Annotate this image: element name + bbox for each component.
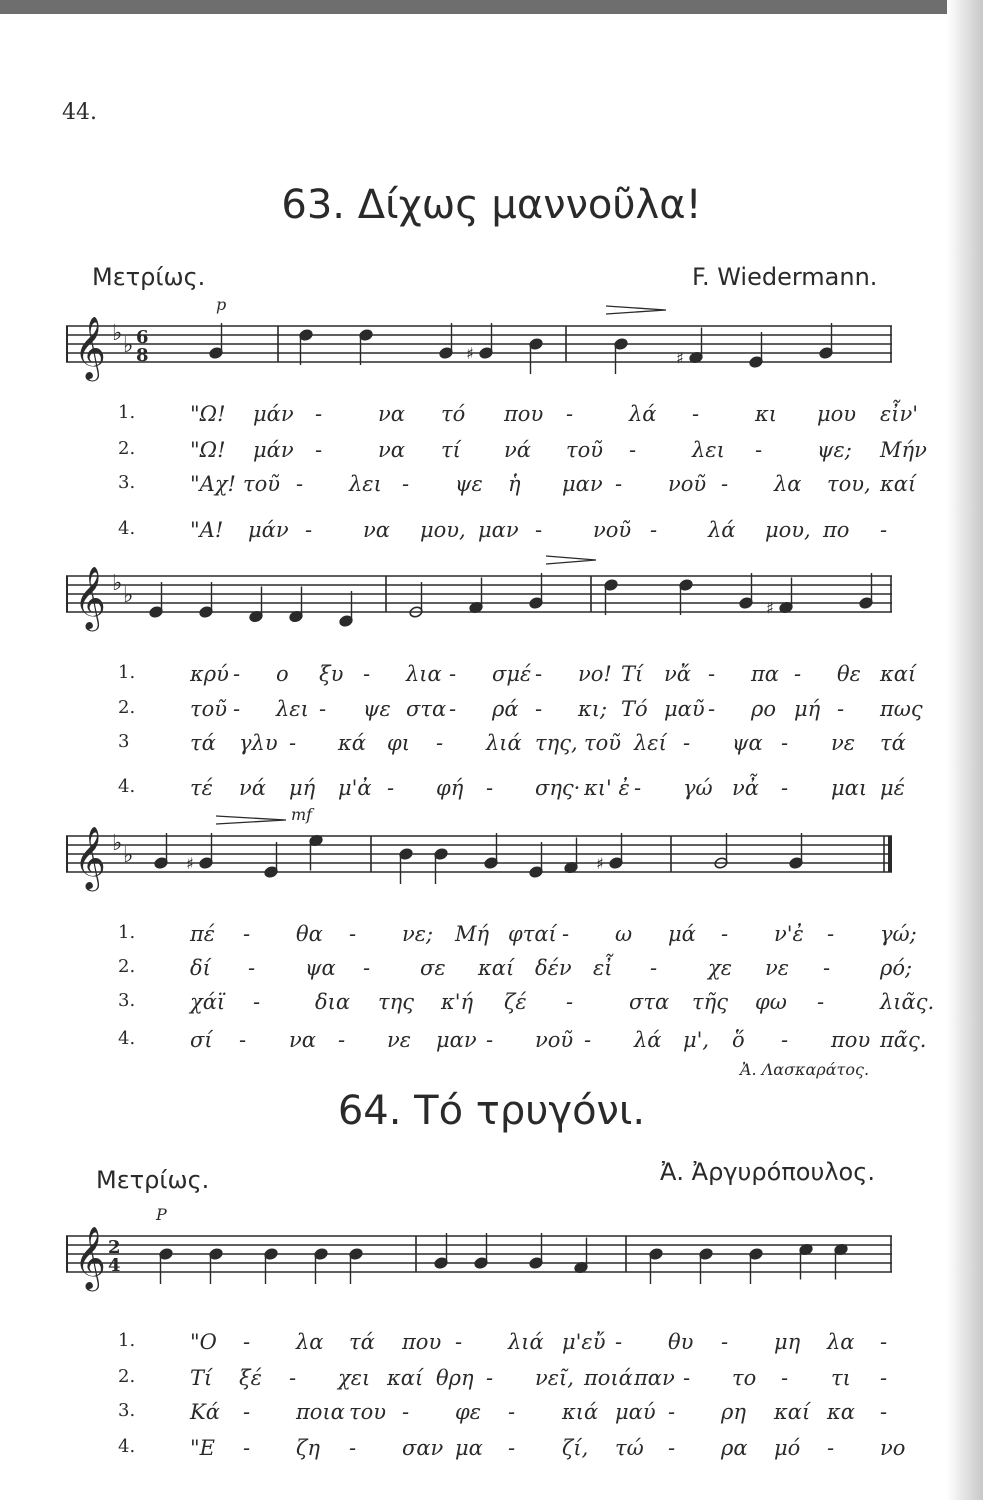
syllable-hyphen: -: [535, 662, 543, 686]
lyric-syllable: "Ο: [190, 1330, 217, 1354]
lyric-syllable: σί: [190, 1028, 213, 1052]
verse-number: 1.: [118, 402, 136, 423]
flat-sign-icon: ♭: [112, 831, 123, 856]
lyric-syllable: τώ: [615, 1436, 644, 1460]
lyric-syllable: να: [363, 518, 390, 542]
lyric-syllable: να: [378, 402, 405, 426]
lyric-syllable: μή: [794, 697, 821, 721]
syllable-hyphen: -: [668, 1400, 676, 1424]
lyric-syllable: νε: [765, 956, 790, 980]
lyric-syllable: που: [504, 402, 544, 426]
verse-number: 2.: [118, 697, 136, 718]
song-63-lyric-line: [0, 922, 983, 956]
lyric-syllable: της,: [535, 731, 578, 755]
syllable-hyphen: -: [349, 1436, 357, 1460]
syllable-hyphen: -: [289, 1366, 297, 1390]
lyric-syllable: ρο: [751, 697, 776, 721]
syllable-hyphen: -: [243, 1436, 251, 1460]
lyric-syllable: τί: [441, 438, 461, 462]
song-63-composer: F. Wiedermann.: [692, 263, 878, 291]
song-64-lyric-line: [0, 1436, 983, 1470]
lyric-syllable: δί: [190, 956, 211, 980]
lyric-syllable: νο: [880, 1436, 906, 1460]
sharp-sign-icon: ♯: [676, 348, 684, 368]
lyric-syllable: ρα: [721, 1436, 748, 1460]
lyric-syllable: Μήν: [880, 438, 927, 462]
lyric-syllable: χει: [338, 1366, 371, 1390]
song-63-staff-3: [66, 805, 892, 892]
lyric-syllable: δέν: [535, 956, 572, 980]
lyric-syllable: μά: [668, 922, 696, 946]
syllable-hyphen: -: [436, 731, 444, 755]
staff-lines: [66, 326, 892, 362]
song-64-staff-1: [66, 1205, 892, 1292]
lyric-syllable: το: [732, 1366, 757, 1390]
lyric-syllable: τά: [349, 1330, 375, 1354]
song-63-staff-1: [66, 295, 892, 382]
syllable-hyphen: -: [880, 518, 888, 542]
syllable-hyphen: -: [615, 1330, 623, 1354]
lyric-syllable: νοῦ: [593, 518, 632, 542]
lyric-syllable: κι;: [578, 697, 608, 721]
lyric-syllable: κά: [338, 731, 366, 755]
lyric-syllable: κα: [827, 1400, 855, 1424]
syllable-hyphen: -: [880, 1400, 888, 1424]
syllable-hyphen: -: [253, 990, 261, 1014]
dynamic-mark: mf: [291, 805, 313, 824]
lyric-syllable: φε: [455, 1400, 481, 1424]
song-63-lyric-line: [0, 697, 983, 731]
syllable-hyphen: -: [455, 1330, 463, 1354]
syllable-hyphen: -: [708, 662, 716, 686]
syllable-hyphen: -: [721, 1330, 729, 1354]
lyric-syllable: πέ: [190, 922, 216, 946]
syllable-hyphen: -: [668, 1436, 676, 1460]
lyric-syllable: εἶ: [593, 956, 613, 980]
treble-clef-icon: 𝄞: [74, 1226, 106, 1289]
syllable-hyphen: -: [239, 1028, 247, 1052]
lyric-syllable: ξυ: [319, 662, 344, 686]
lyric-syllable: λα: [296, 1330, 324, 1354]
syllable-hyphen: -: [781, 1028, 789, 1052]
syllable-hyphen: -: [880, 1330, 888, 1354]
lyric-syllable: να: [378, 438, 405, 462]
lyric-syllable: λεί: [634, 731, 667, 755]
syllable-hyphen: -: [880, 1366, 888, 1390]
treble-clef-icon: 𝄞: [74, 316, 106, 379]
syllable-hyphen: -: [243, 1330, 251, 1354]
lyric-syllable: ρό;: [880, 956, 913, 980]
syllable-hyphen: -: [827, 922, 835, 946]
syllable-hyphen: -: [566, 402, 574, 426]
lyric-syllable: νοῦ: [668, 472, 707, 496]
syllable-hyphen: -: [650, 518, 658, 542]
syllable-hyphen: -: [338, 1028, 346, 1052]
song-63-lyric-line: [0, 731, 983, 765]
syllable-hyphen: -: [305, 518, 313, 542]
lyric-syllable: νο!: [578, 662, 612, 686]
lyric-syllable: μέ: [880, 776, 905, 800]
lyric-syllable: φι: [387, 731, 410, 755]
lyric-syllable: λει: [276, 697, 309, 721]
lyric-syllable: νοῦ: [535, 1028, 574, 1052]
lyric-syllable: μή: [289, 776, 316, 800]
lyric-syllable: σαν: [402, 1436, 444, 1460]
lyric-syllable: μαύ: [615, 1400, 656, 1424]
lyric-syllable: χάϊ: [190, 990, 226, 1014]
verse-number: 4.: [118, 1436, 136, 1457]
lyric-syllable: καί: [880, 472, 917, 496]
lyric-syllable: μό: [774, 1436, 801, 1460]
sharp-sign-icon: ♯: [466, 344, 474, 363]
lyric-syllable: ψα: [305, 956, 336, 980]
song-63-title: 63. Δίχως μαννοῦλα!: [281, 182, 702, 228]
song-64-lyric-line: [0, 1400, 983, 1434]
lyric-syllable: τοῦ: [190, 697, 228, 721]
syllable-hyphen: -: [566, 990, 574, 1014]
lyric-syllable: ζέ: [504, 990, 527, 1014]
lyric-syllable: μα: [455, 1436, 483, 1460]
lyric-syllable: μου: [817, 402, 857, 426]
song-63-lyric-line: [0, 1028, 983, 1062]
lyric-syllable: μ'εὔ: [562, 1330, 606, 1354]
lyric-syllable: θυ: [668, 1330, 694, 1354]
lyric-syllable: μη: [774, 1330, 801, 1354]
song-64-tempo: Μετρίως.: [96, 1166, 210, 1194]
lyric-syllable: φταί: [508, 922, 557, 946]
lyric-syllable: νἆ: [732, 776, 759, 800]
lyric-syllable: ποιά: [584, 1366, 633, 1390]
lyric-syllable: νά: [239, 776, 266, 800]
syllable-hyphen: -: [319, 697, 327, 721]
lyric-syllable: καί: [880, 662, 917, 686]
syllable-hyphen: -: [692, 402, 700, 426]
song-63-lyric-line: [0, 990, 983, 1024]
lyric-syllable: τοῦ: [584, 731, 622, 755]
lyric-syllable: ν'ἐ: [774, 922, 804, 946]
lyric-syllable: "Ω!: [190, 402, 226, 426]
song-63-lyricist: Ἀ. Λασκαράτος.: [740, 1060, 870, 1079]
syllable-hyphen: -: [837, 697, 845, 721]
syllable-hyphen: -: [486, 776, 494, 800]
syllable-hyphen: -: [708, 697, 716, 721]
lyric-syllable: λά: [629, 402, 657, 426]
syllable-hyphen: -: [233, 697, 241, 721]
lyric-syllable: κ'ή: [441, 990, 474, 1014]
syllable-hyphen: -: [315, 438, 323, 462]
song-63-lyric-line: [0, 402, 983, 436]
flat-sign-icon: ♭: [112, 321, 123, 346]
syllable-hyphen: -: [486, 1366, 494, 1390]
hairpin: [606, 306, 666, 314]
lyric-syllable: πᾶς.: [880, 1028, 927, 1052]
lyric-syllable: πα: [751, 662, 779, 686]
lyric-syllable: νε: [387, 1028, 412, 1052]
verse-number: 3: [118, 731, 130, 752]
syllable-hyphen: -: [508, 1400, 516, 1424]
syllable-hyphen: -: [683, 1366, 691, 1390]
lyric-syllable: καί: [387, 1366, 424, 1390]
lyric-syllable: της: [378, 990, 414, 1014]
syllable-hyphen: -: [449, 697, 457, 721]
lyric-syllable: μ'ἀ: [338, 776, 372, 800]
time-signature-bottom: 4: [108, 1255, 121, 1276]
lyric-syllable: ρά: [492, 697, 519, 721]
syllable-hyphen: -: [535, 697, 543, 721]
syllable-hyphen: -: [721, 472, 729, 496]
lyric-syllable: μάν: [248, 518, 289, 542]
lyric-syllable: μαῦ: [664, 697, 705, 721]
lyric-syllable: παν: [634, 1366, 675, 1390]
syllable-hyphen: -: [289, 731, 297, 755]
verse-number: 2.: [118, 956, 136, 977]
song-64-composer: Ἀ. Ἀργυρόπουλος.: [660, 1158, 875, 1186]
lyric-syllable: μαν: [562, 472, 603, 496]
syllable-hyphen: -: [508, 1436, 516, 1460]
syllable-hyphen: -: [721, 922, 729, 946]
song-63-lyric-line: [0, 472, 983, 506]
syllable-hyphen: -: [817, 990, 825, 1014]
lyric-syllable: λά: [708, 518, 736, 542]
lyric-syllable: δια: [315, 990, 351, 1014]
syllable-hyphen: -: [363, 662, 371, 686]
lyric-syllable: ψε: [455, 472, 483, 496]
lyric-syllable: κρύ: [190, 662, 229, 686]
syllable-hyphen: -: [562, 922, 570, 946]
lyric-syllable: κι: [755, 402, 778, 426]
lyric-syllable: στα: [406, 697, 447, 721]
lyric-syllable: τοῦ: [243, 472, 281, 496]
syllable-hyphen: -: [243, 922, 251, 946]
lyric-syllable: ὅ: [732, 1028, 745, 1052]
flat-sign-icon: ♭: [123, 843, 134, 868]
lyric-syllable: Κά: [190, 1400, 220, 1424]
song-64-lyric-line: [0, 1366, 983, 1400]
sharp-sign-icon: ♯: [766, 598, 774, 618]
lyric-syllable: γώ: [683, 776, 713, 800]
lyric-syllable: τι: [831, 1366, 851, 1390]
song-63-lyric-line: [0, 518, 983, 552]
song-63-staff-2: [66, 562, 892, 632]
song-64-title: 64. Τό τρυγόνι.: [337, 1088, 646, 1134]
lyric-syllable: λει: [692, 438, 725, 462]
lyric-syllable: λά: [634, 1028, 662, 1052]
lyric-syllable: λιά: [508, 1330, 544, 1354]
syllable-hyphen: -: [781, 1366, 789, 1390]
verse-number: 4.: [118, 776, 136, 797]
lyric-syllable: που: [831, 1028, 871, 1052]
lyric-syllable: Μή: [455, 922, 490, 946]
syllable-hyphen: -: [402, 1400, 410, 1424]
syllable-hyphen: -: [315, 402, 323, 426]
lyric-syllable: ξέ: [239, 1366, 262, 1390]
verse-number: 4.: [118, 518, 136, 539]
lyric-syllable: ο: [276, 662, 289, 686]
lyric-syllable: "Ω!: [190, 438, 226, 462]
treble-clef-icon: 𝄞: [74, 826, 106, 889]
song-63-lyric-line: [0, 662, 983, 696]
syllable-hyphen: -: [402, 472, 410, 496]
verse-number: 1.: [118, 662, 136, 683]
lyric-syllable: τέ: [190, 776, 213, 800]
syllable-hyphen: -: [823, 956, 831, 980]
syllable-hyphen: -: [629, 438, 637, 462]
lyric-syllable: θε: [837, 662, 861, 686]
treble-clef-icon: 𝄞: [74, 566, 106, 629]
lyric-syllable: σης·: [535, 776, 581, 800]
scan-top-edge: [0, 0, 983, 14]
syllable-hyphen: -: [349, 922, 357, 946]
hairpin: [216, 816, 286, 824]
lyric-syllable: του,: [827, 472, 871, 496]
lyric-syllable: νε: [831, 731, 856, 755]
verse-number: 3.: [118, 472, 136, 493]
lyric-syllable: εἶν': [880, 402, 919, 426]
syllable-hyphen: -: [233, 662, 241, 686]
lyric-syllable: πο: [823, 518, 850, 542]
syllable-hyphen: -: [535, 518, 543, 542]
syllable-hyphen: -: [363, 956, 371, 980]
lyric-syllable: λα: [827, 1330, 855, 1354]
lyric-syllable: ρη: [721, 1400, 746, 1424]
syllable-hyphen: -: [387, 776, 395, 800]
lyric-syllable: "Ε: [190, 1436, 215, 1460]
lyric-syllable: ποια: [296, 1400, 345, 1424]
syllable-hyphen: -: [243, 1400, 251, 1424]
lyric-syllable: Τί: [190, 1366, 213, 1390]
lyric-syllable: που: [402, 1330, 442, 1354]
lyric-syllable: νἄ: [664, 662, 691, 686]
lyric-syllable: ζί,: [562, 1436, 589, 1460]
lyric-syllable: "Α!: [190, 518, 224, 542]
lyric-syllable: τοῦ: [566, 438, 604, 462]
lyric-syllable: καί: [478, 956, 515, 980]
syllable-hyphen: -: [584, 1028, 592, 1052]
verse-number: 3.: [118, 1400, 136, 1421]
flat-sign-icon: ♭: [123, 333, 134, 358]
syllable-hyphen: -: [248, 956, 256, 980]
time-signature-bottom: 8: [136, 345, 149, 366]
lyric-syllable: "Αχ!: [190, 472, 236, 496]
syllable-hyphen: -: [781, 731, 789, 755]
lyric-syllable: του: [349, 1400, 387, 1424]
lyric-syllable: μαν: [478, 518, 519, 542]
syllable-hyphen: -: [486, 1028, 494, 1052]
lyric-syllable: λιά: [486, 731, 522, 755]
lyric-syllable: κιά: [562, 1400, 599, 1424]
lyric-syllable: μου,: [765, 518, 811, 542]
lyric-syllable: φή: [436, 776, 464, 800]
song-64-lyric-line: [0, 1330, 983, 1364]
lyric-syllable: τά: [190, 731, 216, 755]
verse-number: 2.: [118, 438, 136, 459]
lyric-syllable: να: [289, 1028, 316, 1052]
time-signature-top: 2: [108, 1237, 121, 1258]
verse-number: 1.: [118, 922, 136, 943]
lyric-syllable: λα: [774, 472, 802, 496]
lyric-syllable: πως: [880, 697, 923, 721]
verse-number: 4.: [118, 1028, 136, 1049]
lyric-syllable: στα: [629, 990, 670, 1014]
dynamic-mark: P: [156, 1205, 167, 1224]
song-63-lyric-line: [0, 956, 983, 990]
lyric-syllable: λια: [406, 662, 442, 686]
hairpin: [546, 556, 596, 564]
lyric-syllable: χε: [708, 956, 732, 980]
lyric-syllable: μάν: [253, 438, 294, 462]
syllable-hyphen: -: [827, 1436, 835, 1460]
lyric-syllable: τῆς: [692, 990, 728, 1014]
lyric-syllable: σε: [420, 956, 446, 980]
lyric-syllable: ψε: [363, 697, 391, 721]
lyric-syllable: λει: [349, 472, 382, 496]
lyric-syllable: ἡ: [508, 472, 521, 496]
lyric-syllable: σμέ: [492, 662, 532, 686]
syllable-hyphen: -: [615, 472, 623, 496]
time-signature-top: 6: [136, 327, 149, 348]
lyric-syllable: γώ;: [880, 922, 917, 946]
lyric-syllable: τά: [880, 731, 906, 755]
page-number: 44.: [62, 100, 97, 125]
lyric-syllable: μαν: [436, 1028, 477, 1052]
syllable-hyphen: -: [449, 662, 457, 686]
verse-number: 2.: [118, 1366, 136, 1387]
syllable-hyphen: -: [794, 662, 802, 686]
lyric-syllable: ζη: [296, 1436, 320, 1460]
song-63-lyric-line: [0, 776, 983, 810]
lyric-syllable: ψα: [732, 731, 763, 755]
lyric-syllable: μου,: [420, 518, 466, 542]
lyric-syllable: θα: [296, 922, 323, 946]
verse-number: 1.: [118, 1330, 136, 1351]
sharp-sign-icon: ♯: [596, 854, 604, 873]
syllable-hyphen: -: [296, 472, 304, 496]
song-63-tempo: Μετρίως.: [92, 263, 206, 291]
lyric-syllable: ψε;: [817, 438, 852, 462]
song-63-lyric-line: [0, 438, 983, 472]
lyric-syllable: Τί: [621, 662, 644, 686]
syllable-hyphen: -: [781, 776, 789, 800]
verse-number: 3.: [118, 990, 136, 1011]
syllable-hyphen: -: [634, 776, 642, 800]
sharp-sign-icon: ♯: [186, 854, 194, 873]
lyric-syllable: κι' ἐ: [584, 776, 630, 800]
lyric-syllable: μ',: [683, 1028, 710, 1052]
lyric-syllable: Τό: [621, 697, 648, 721]
syllable-hyphen: -: [683, 731, 691, 755]
lyric-syllable: νά: [504, 438, 531, 462]
dynamic-mark: p: [216, 295, 227, 314]
flat-sign-icon: ♭: [112, 571, 123, 596]
lyric-syllable: ω: [615, 922, 633, 946]
lyric-syllable: φω: [755, 990, 787, 1014]
lyric-syllable: θρη: [436, 1366, 474, 1390]
flat-sign-icon: ♭: [123, 583, 134, 608]
lyric-syllable: γλυ: [239, 731, 278, 755]
lyric-syllable: νεῖ,: [535, 1366, 574, 1390]
lyric-syllable: τό: [441, 402, 466, 426]
lyric-syllable: λιᾶς.: [880, 990, 935, 1014]
lyric-syllable: μαι: [831, 776, 868, 800]
lyric-syllable: νε;: [402, 922, 434, 946]
lyric-syllable: μάν: [253, 402, 294, 426]
syllable-hyphen: -: [755, 438, 763, 462]
syllable-hyphen: -: [650, 956, 658, 980]
lyric-syllable: καί: [774, 1400, 811, 1424]
